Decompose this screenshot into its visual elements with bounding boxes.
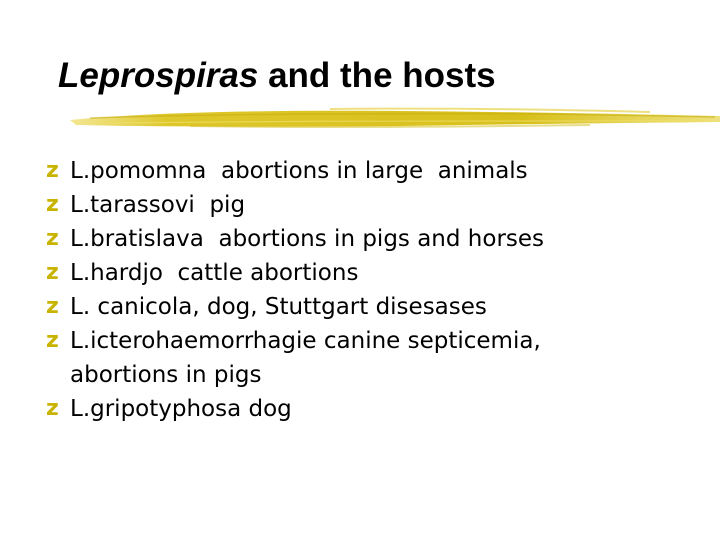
bullet-text: L.hardjo cattle abortions <box>70 260 359 286</box>
bullet-text: L. canicola, dog, Stuttgart disesases <box>70 294 487 320</box>
bullet-item <box>46 222 686 256</box>
bullet-marker-icon: z <box>46 158 59 183</box>
bullet-marker-icon: z <box>46 192 59 217</box>
bullet-marker-icon: z <box>46 328 59 353</box>
bullet-item <box>46 324 686 392</box>
bullet-marker-icon: z <box>46 260 59 285</box>
slide-title-italic: Leprospiras <box>58 56 259 95</box>
bullet-item <box>46 290 686 324</box>
slide-title <box>58 55 496 97</box>
bullet-text: L.tarassovi pig <box>70 192 246 218</box>
bullet-item <box>46 188 686 222</box>
bullet-marker-icon: z <box>46 396 59 421</box>
title-underline-brushstroke <box>70 100 720 134</box>
bullet-item <box>46 154 686 188</box>
bullet-text: L.pomomna abortions in large animals <box>70 158 528 184</box>
slide-title-rest: and the hosts <box>258 56 496 95</box>
bullet-item <box>46 256 686 290</box>
bullet-text-line: L.icterohaemorrhagie canine septicemia, <box>70 328 541 354</box>
bullet-marker-icon: z <box>46 226 59 251</box>
bullet-text: L.gripotyphosa dog <box>70 396 292 422</box>
bullet-text <box>70 324 690 392</box>
bullet-text-continuation: abortions in pigs <box>70 362 262 388</box>
bullet-item <box>46 392 686 426</box>
bullet-text: L.bratislava abortions in pigs and horses <box>70 226 545 252</box>
bullet-list <box>46 154 686 426</box>
bullet-marker-icon: z <box>46 294 59 319</box>
